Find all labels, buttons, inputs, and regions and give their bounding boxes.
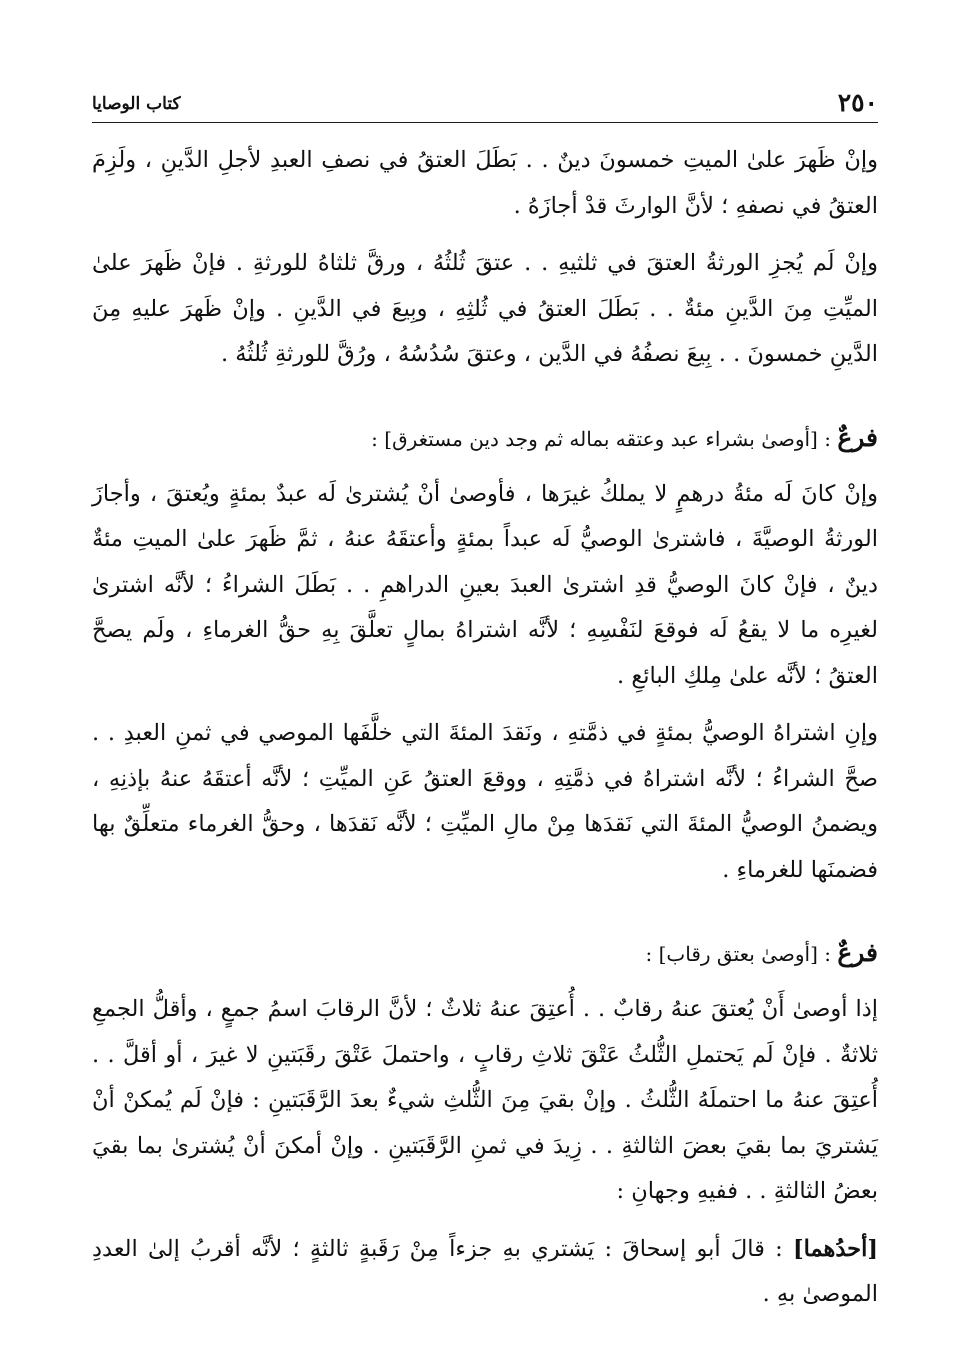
page-number: ٢٥٠ [837, 88, 878, 117]
page-body [92, 138, 878, 1330]
section-label: فرعٌ [837, 938, 878, 967]
section-label: فرعٌ [837, 422, 878, 452]
section-heading [92, 416, 878, 462]
paragraph: وإنْ ظَهرَ علىٰ الميتِ خمسونَ دينٌ . . بَطَلَ العتقُ في نصفِ العبدِ لأجلِ الدَّينِ ، ولَزِمَ العتقُ في نصفهِ ؛ لأنَّ الوارثَ قدْ أجازَهُ . [92, 147, 878, 219]
page-header [92, 82, 878, 123]
section-title: : [أوصىٰ بشراء عبد وعتقه بماله ثم وجد دين مستغرق] : [371, 426, 838, 451]
paragraph-lead: [أحدُهما] [793, 1235, 878, 1262]
section-title: : [أوصىٰ بعتق رقاب] : [645, 942, 838, 966]
paragraph-text: : قالَ أبو إسحاقَ : يَشتري بهِ جزءاً مِنْ رَقَبةٍ ثالثةٍ ؛ لأنَّه أقربُ إلىٰ العددِ الموصىٰ بهِ . [92, 1235, 878, 1307]
running-title: كتاب الوصايا [92, 94, 181, 114]
paragraph: وإنْ لَم يُجزِ الورثةُ العتقَ في ثلثيهِ . . عتقَ ثُلثُهُ ، ورقَّ ثلثاهُ للورثةِ . فإنْ ظَهرَ علىٰ الميِّتِ مِنَ الدَّينِ مئةٌ . . بَطَلَ العتقُ في ثُلثِهِ ، وبِيعَ في الدَّينِ . وإنْ ظَهرَ عليهِ مِنَ الدَّينِ خمسونَ . . بِيعَ نصفُهُ في الدَّين ، وعتقَ سُدُسُهُ ، ورُقَّ للورثةِ ثُلثُهُ . [92, 250, 878, 367]
paragraph: إذا أوصىٰ أَنْ يُعتقَ عنهُ رقابٌ . . أُعتِقَ عنهُ ثلاثٌ ؛ لأنَّ الرقابَ اسمُ جمعٍ ، وأقلُّ الجمعِ ثلاثةٌ . فإنْ لَم يَحتملِ الثُّلثُ عَتْقَ ثلاثِ رقابٍ ، واحتملَ عَتْقَ رقَبَتينِ لا غيرَ ، أو أقلَّ . . أُعتِقَ عنهُ ما احتملَهُ الثُّلثُ . وإنْ بقيَ مِنَ الثُّلثِ شيءٌ بعدَ الرَّقَبَتينِ : فإنْ لَم يُمكنْ أنْ يَشتريَ بما بقيَ بعضَ الثالثةِ . . زِيدَ في ثمنِ الرَّقَبَتينِ . وإنْ أمكنَ أنْ يُشترىٰ بما بقيَ بعضُ الثالثةِ . . ففيهِ وجهانِ : [92, 996, 878, 1204]
paragraph: وإنِ اشتراهُ الوصيُّ بمئةٍ في ذمَّتهِ ، ونَقدَ المئةَ التي خلَّفَها الموصي في ثمنِ العبدِ . . صحَّ الشراءُ ؛ لأنَّه اشتراهُ في ذمَّتِهِ ، ووقعَ العتقُ عَنِ الميِّتِ ؛ لأنَّه أعتقَهُ عنهُ بإذنِهِ ، ويضمنُ الوصيُّ المئةَ التي نَقدَها مِنْ مالِ الميِّتِ ؛ لأنَّه نَقدَها ، وحقُّ الغرماء متعلِّقٌ بها فضمنَها للغرماءِ . [92, 720, 878, 883]
section-heading [92, 931, 878, 977]
paragraph: وإنْ كانَ لَه مئةُ درهمٍ لا يملكُ غيرَها ، فأوصىٰ أنْ يُشترىٰ لَه عبدٌ بمئةٍ ويُعتقَ ، وأجازَ الورثةُ الوصيَّةَ ، فاشترىٰ الوصيُّ لَه عبداً بمئةٍ وأعتقَهُ عنهُ ، ثمَّ ظَهرَ علىٰ الميتِ مئةٌ دينٌ ، فإنْ كانَ الوصيُّ قدِ اشترىٰ العبدَ بعينِ الدراهمِ . . بَطَلَ الشراءُ ؛ لأنَّه اشترىٰ لغيرِه ما لا يقعُ لَه فوقعَ لنَفْسِهِ ؛ لأنَّه اشتراهُ بمالٍ تعلَّقَ بِهِ حقُّ الغرماءِ ، ولَم يصحَّ العتقُ ؛ لأنَّه علىٰ مِلكِ البائعِ . [92, 480, 878, 689]
paragraph [92, 1227, 878, 1318]
